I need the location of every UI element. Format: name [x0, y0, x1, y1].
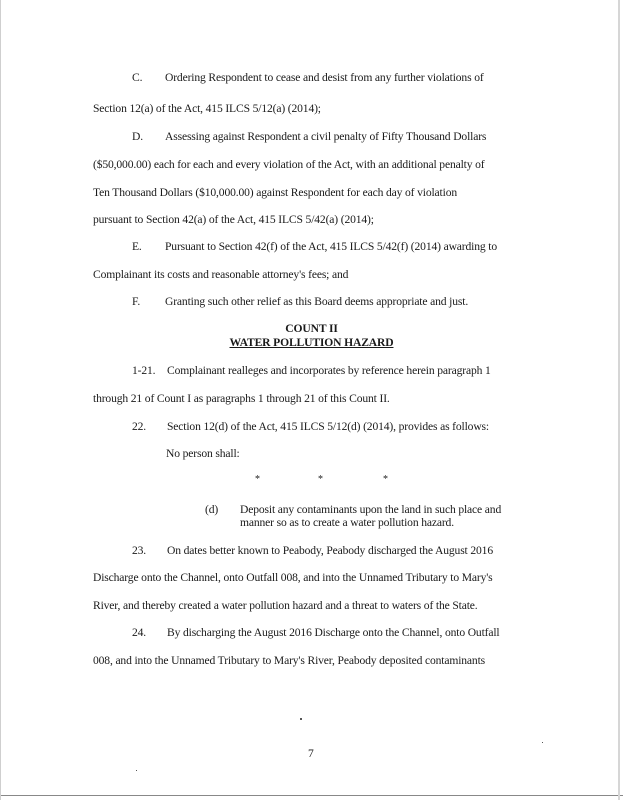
scan-edge-bottom: [0, 795, 623, 796]
scan-speck: [542, 742, 543, 743]
para-1-21-line-2: through 21 of Count I as paragraphs 1 through 21 of this Count II.: [93, 392, 390, 405]
para-24-line-2: 008, and into the Unnamed Tributary to Mary's River, Peabody deposited contaminants: [93, 654, 486, 667]
para-22-sub-marker: (d): [205, 503, 219, 516]
para-22-no-person: No person shall:: [166, 447, 240, 460]
page-number: 7: [308, 747, 314, 760]
count-title-wrap: [0, 336, 623, 350]
para-1-21-text-1: Complainant realleges and incorporates by reference herein paragraph 1: [167, 364, 491, 377]
item-f-marker: F.: [132, 295, 141, 308]
item-d-marker: D.: [132, 130, 143, 143]
ellipsis-star-2: *: [318, 474, 323, 485]
para-24-line-1: [132, 626, 500, 640]
item-c-marker: C.: [132, 71, 143, 84]
item-e-marker: E.: [132, 240, 142, 253]
item-d-line-4: pursuant to Section 42(a) of the Act, 415 ILCS 5/42(a) (2014);: [93, 213, 374, 226]
para-22-text-1: Section 12(d) of the Act, 415 ILCS 5/12(d) (2014), provides as follows:: [167, 420, 489, 433]
item-f-line-1: [132, 295, 468, 309]
scan-speck: [300, 718, 302, 720]
para-1-21-marker: 1-21.: [132, 364, 156, 377]
item-e-line-2: Complainant its costs and reasonable attorney's fees; and: [93, 268, 349, 281]
count-title: WATER POLLUTION HAZARD: [229, 336, 394, 349]
scan-edge-left: [0, 0, 1, 800]
item-c-text-1: Ordering Respondent to cease and desist from any further violations of: [165, 71, 484, 84]
para-22-line-1: [132, 420, 489, 434]
para-23-text-1: On dates better known to Peabody, Peabody discharged the August 2016: [167, 544, 493, 557]
para-22-sub-line-2: manner so as to create a water pollution hazard.: [240, 516, 454, 529]
item-d-line-3: Ten Thousand Dollars ($10,000.00) against Respondent for each day of violation: [93, 186, 457, 199]
scan-speck: [136, 770, 137, 771]
item-e-line-1: [132, 240, 497, 254]
scan-edge-right: [618, 0, 620, 800]
para-22-sub-text-1: Deposit any contaminants upon the land in such place and: [240, 503, 502, 516]
para-23-marker: 23.: [132, 544, 147, 557]
para-24-marker: 24.: [132, 626, 147, 639]
item-c-line-2: Section 12(a) of the Act, 415 ILCS 5/12(a) (2014);: [93, 102, 321, 115]
ellipsis-star-1: *: [255, 474, 260, 485]
count-number: COUNT II: [285, 322, 338, 335]
item-d-line-1: [132, 130, 486, 144]
item-d-text-1: Assessing against Respondent a civil penalty of Fifty Thousand Dollars: [165, 130, 487, 143]
para-23-line-2: Discharge onto the Channel, onto Outfall 008, and into the Unnamed Tributary to Mary's: [93, 571, 493, 584]
item-c-line-1: [132, 71, 484, 85]
ellipsis-star-3: *: [383, 474, 388, 485]
para-24-text-1: By discharging the August 2016 Discharge onto the Channel, onto Outfall: [167, 626, 500, 639]
para-23-line-3: River, and thereby created a water pollution hazard and a threat to waters of the State.: [93, 599, 478, 612]
item-f-text-1: Granting such other relief as this Board deems appropriate and just.: [165, 295, 469, 308]
para-22-sub-line-1: [205, 503, 501, 517]
para-22-marker: 22.: [132, 420, 147, 433]
para-1-21-line-1: [132, 364, 491, 378]
para-23-line-1: [132, 544, 493, 558]
item-e-text-1: Pursuant to Section 42(f) of the Act, 415 ILCS 5/42(f) (2014) awarding to: [165, 240, 497, 253]
item-d-line-2: ($50,000.00) each for each and every violation of the Act, with an additional penalty of: [93, 158, 485, 171]
